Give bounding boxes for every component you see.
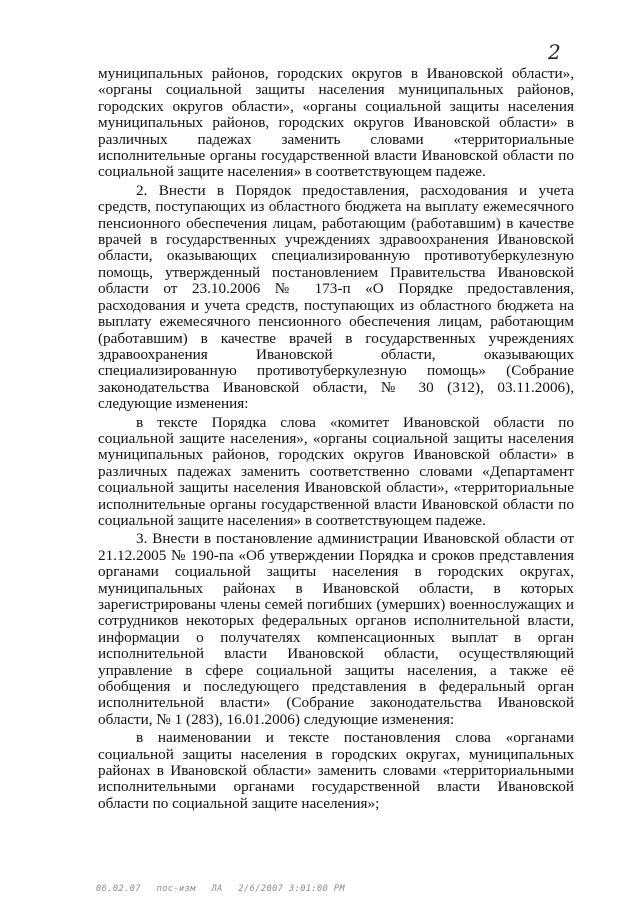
footer-initials: ЛА: [211, 884, 223, 894]
footer-timestamp: 2/6/2007 3:01:00 PM: [238, 884, 346, 894]
footer-date: 06.02.07: [96, 884, 141, 894]
paragraph-continuation: муниципальных районов, городских округов в Ивановской области», «органы социальной защиты населения муниципальных районов, городских округов области», «органы социальной защиты населения муниципальных районов, городских округов Ивановской области» в различных падежах заменить словами «территориальные исполнительные органы государственной власти Ивановской области по социальной защите населения» в соответствующем падеже.: [98, 65, 574, 181]
paragraph-item-2-change: в тексте Порядка слова «комитет Ивановской области по социальной защите населения», «органы социальной защиты населения муниципальных районов, городских округов Ивановской области» в различных падежах заменить соответственно словами «Департамент социальной защиты населения Ивановской области», «территориальные исполнительные органы государственной власти Ивановской области по социальной защите населения» в соответствующем падеже.: [98, 413, 574, 529]
document-body: [98, 66, 574, 812]
paragraph-item-3-change: в наименовании и тексте постановления слова «органами социальной защиты населения в городских округах, муниципальных районах в Ивановской области» заменить словами «территориальными исполнительными органами государственной власти Ивановской области по социальной защите населения»;: [98, 729, 574, 812]
paragraph-item-2: 2. Внести в Порядок предоставления, расходования и учета средств, поступающих из областного бюджета на выплату ежемесячного пенсионного обеспечения лицам, работающим (работавшим) в качестве врачей в государственных учреждениях здравоохранения Ивановской области, оказывающих специализированную противотуберкулезную помощь, утвержденный постановлением Правительства Ивановской области от 23.10.2006 № 173-п «О Порядке предоставления, расходования и учета средств, поступающих из областного бюджета на выплату ежемесячного пенсионного обеспечения лицам, работающим (работавшим) в качестве врачей в государственных учреждениях здравоохранения Ивановской области, оказывающих специализированную противотуберкулезную помощь» (Собрание законодательства Ивановской области, № 30 (312), 03.11.2006), следующие изменения:: [98, 181, 574, 413]
paragraph-item-3: 3. Внести в постановление администрации Ивановской области от 21.12.2005 № 190-па «Об утверждении Порядка и сроков представления органами социальной защиты населения в городских округах, муниципальных районах в Ивановской области, в которых зарегистрированы члены семей погибших (умерших) военнослужащих и сотрудников некоторых федеральных органов исполнительной власти, информации о получателях компенсационных выплат в орган исполнительной власти Ивановской области, осуществляющий управление в сфере социальной защиты населения, а также её обобщения и последующего представления в федеральный орган исполнительной власти» (Собрание законодательства Ивановской области, № 1 (283), 16.01.2006) следующие изменения:: [98, 530, 574, 728]
page-number: 2: [548, 40, 561, 64]
footer-file: пос-изм: [156, 884, 196, 894]
footer-stamp: [96, 884, 355, 894]
